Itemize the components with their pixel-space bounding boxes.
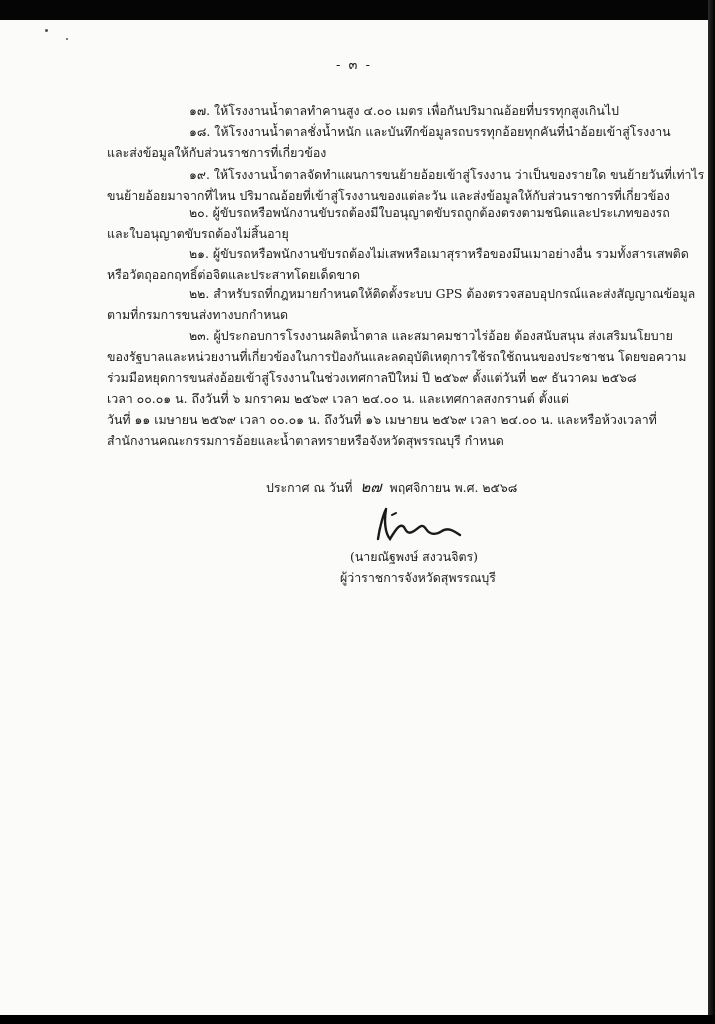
handwritten-day: ๒๗ xyxy=(360,478,382,496)
clause-line: ๑๗. ให้โรงงานน้ำตาลทำคานสูง ๔.๐๐ เมตร เพื่อกันปริมาณอ้อยที่บรรทุกสูงเกินไป xyxy=(189,103,619,118)
signer-name: (นายณัฐพงษ์ สงวนจิตร) xyxy=(350,549,479,564)
clause-20 xyxy=(107,202,670,244)
clause-line: ๒๑. ผู้ขับรถหรือพนักงานขับรถต้องไม่เสพหรือเมาสุราหรือของมึนเมาอย่างอื่น รวมทั้งสารเสพติด xyxy=(189,246,689,261)
scan-top-border xyxy=(0,0,715,20)
clause-18 xyxy=(107,121,671,163)
clause-line: และใบอนุญาตขับรถต้องไม่สิ้นอายุ xyxy=(107,226,289,241)
clause-19 xyxy=(107,164,705,206)
clause-21 xyxy=(107,243,689,285)
announcement-prefix: ประกาศ ณ วันที่ xyxy=(266,480,353,495)
clause-23 xyxy=(107,325,687,451)
clause-line: ร่วมมือหยุดการขนส่งอ้อยเข้าสู่โรงงานในช่วงเทศกาลปีใหม่ ปี ๒๕๖๙ ตั้งแต่วันที่ ๒๙ ธันวาคม ๒๕๖๘ xyxy=(107,370,637,385)
announcement-month-year: พฤศจิกายน พ.ศ. ๒๕๖๘ xyxy=(389,480,518,495)
signature-mark xyxy=(370,505,465,545)
clause-line: วันที่ ๑๑ เมษายน ๒๕๖๙ เวลา ๐๐.๐๑ น. ถึงวันที่ ๑๖ เมษายน ๒๕๖๙ เวลา ๒๔.๐๐ น. และหรือห้วงเวลาที่ xyxy=(107,412,657,427)
scan-speck xyxy=(45,29,48,32)
scan-right-border xyxy=(708,0,715,1024)
clause-line: และส่งข้อมูลให้กับส่วนราชการที่เกี่ยวข้อง xyxy=(107,145,327,160)
scan-speck xyxy=(66,38,68,40)
clause-17 xyxy=(107,100,645,121)
document-page xyxy=(0,20,708,1015)
clause-line: ๒๓. ผู้ประกอบการโรงงานผลิตน้ำตาล และสมาคมชาวไร่อ้อย ต้องสนับสนุน ส่งเสริมนโยบาย xyxy=(189,328,673,343)
clause-line: หรือวัตถุออกฤทธิ์ต่อจิตและประสาทโดยเด็ดขาด xyxy=(107,267,361,282)
scan-bottom-border xyxy=(0,1015,715,1024)
clause-line: ขนย้ายอ้อยมาจากที่ไหน ปริมาณอ้อยที่เข้าสู่โรงงานของแต่ละวัน และส่งข้อมูลให้กับส่วนราชการที่เกี่ยวข้อง xyxy=(107,188,670,203)
page-number: - ๓ - xyxy=(336,58,372,73)
clause-line: ๑๘. ให้โรงงานน้ำตาลชั่งน้ำหนัก และบันทึกข้อมูลรถบรรทุกอ้อยทุกคันที่นำอ้อยเข้าสู่โรงงาน xyxy=(189,124,671,139)
clause-line: ๒๐. ผู้ขับรถหรือพนักงานขับรถต้องมีใบอนุญาตขับรถถูกต้องตรงตามชนิดและประเภทของรถ xyxy=(189,205,670,220)
clause-line: สำนักงานคณะกรรมการอ้อยและน้ำตาลทรายหรือจังหวัดสุพรรณบุรี กำหนด xyxy=(107,433,504,448)
clause-line: เวลา ๐๐.๐๑ น. ถึงวันที่ ๖ มกราคม ๒๕๖๙ เวลา ๒๔.๐๐ น. และเทศกาลสงกรานต์ ตั้งแต่ xyxy=(107,391,569,406)
clause-22 xyxy=(107,283,696,325)
signer-title: ผู้ว่าราชการจังหวัดสุพรรณบุรี xyxy=(340,570,496,585)
clause-line: ตามที่กรมการขนส่งทางบกกำหนด xyxy=(107,307,289,322)
clause-line: ๑๙. ให้โรงงานน้ำตาลจัดทำแผนการขนย้ายอ้อยเข้าสู่โรงงาน ว่าเป็นของรายใด ขนย้ายวันที่เท่าไร xyxy=(189,167,705,182)
announcement-date xyxy=(266,477,517,498)
clause-line: ของรัฐบาลและหน่วยงานที่เกี่ยวข้องในการป้องกันและลดอุบัติเหตุการใช้รถใช้ถนนของประชาชน โดยขอความ xyxy=(107,349,687,364)
clause-line: ๒๒. สำหรับรถที่กฎหมายกำหนดให้ติดตั้งระบบ GPS ต้องตรวจสอบอุปกรณ์และส่งสัญญาณข้อมูล xyxy=(189,286,696,301)
